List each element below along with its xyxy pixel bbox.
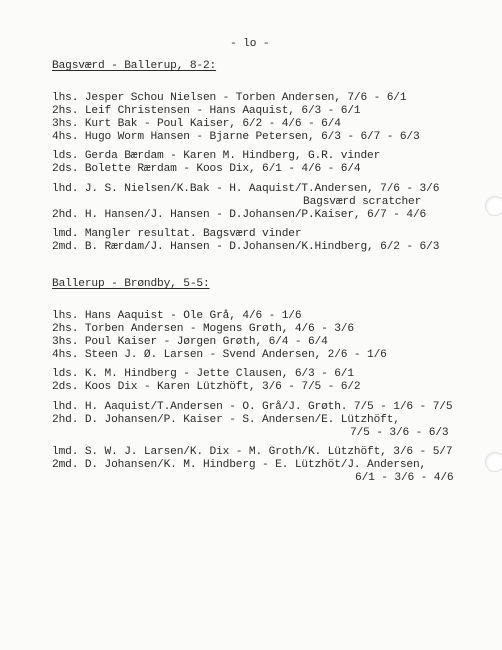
match-line: 2md. B. Rærdam/J. Hansen - D.Johansen/K.Hindberg, 6/2 - 6/3 [52, 241, 440, 253]
match-line: 2hd. D. Johansen/P. Kaiser - S. Andersen/E. Lützhöft, [52, 414, 400, 426]
match-line-continuation: 6/1 - 3/6 - 4/6 [355, 472, 454, 484]
match-line: 2hs. Torben Andersen - Mogens Grøth, 4/6 - 3/6 [52, 323, 354, 335]
match-line: lds. Gerda Bærdam - Karen M. Hindberg, G.R. vinder [52, 150, 381, 162]
match-line: lhs. Jesper Schou Nielsen - Torben Andersen, 7/6 - 6/1 [52, 92, 407, 104]
match-line: 2hs. Leif Christensen - Hans Aaquist, 6/3 - 6/1 [52, 105, 361, 117]
match-line: 4hs. Hugo Worm Hansen - Bjarne Petersen, 6/3 - 6/7 - 6/3 [52, 131, 420, 143]
match-line: lhs. Hans Aaquist - Ole Grå, 4/6 - 1/6 [52, 310, 302, 322]
section-heading-bagsvaerd-ballerup: Bagsværd - Ballerup, 8-2: [52, 60, 217, 72]
match-line: lds. K. M. Hindberg - Jette Clausen, 6/3 - 6/1 [52, 368, 354, 380]
match-line: 4hs. Steen J. Ø. Larsen - Svend Andersen, 2/6 - 1/6 [52, 349, 387, 361]
match-line: 2hd. H. Hansen/J. Hansen - D.Johansen/P.Kaiser, 6/7 - 4/6 [52, 209, 427, 221]
punch-hole [485, 196, 502, 216]
section-heading-ballerup-brondby: Ballerup - Brøndby, 5-5: [52, 278, 210, 290]
match-line: 2ds. Koos Dix - Karen Lützhöft, 3/6 - 7/5 - 6/2 [52, 381, 361, 393]
match-line: lhd. H. Aaquist/T.Andersen - O. Grå/J. Grøth. 7/5 - 1/6 - 7/5 [52, 401, 453, 413]
match-line: lmd. S. W. J. Larsen/K. Dix - M. Groth/K. Lützhöft, 3/6 - 5/7 [52, 446, 453, 458]
punch-hole [485, 452, 502, 472]
match-line: lhd. J. S. Nielsen/K.Bak - H. Aaquist/T.Andersen, 7/6 - 3/6 [52, 183, 440, 195]
match-line-continuation: 7/5 - 3/6 - 6/3 [350, 427, 449, 439]
match-line: lmd. Mangler resultat. Bagsværd vinder [52, 228, 302, 240]
match-line: 2md. D. Johansen/K. M. Hindberg - E. Lützhöt/J. Andersen, [52, 459, 427, 471]
match-line: 3hs. Poul Kaiser - Jørgen Grøth, 6/4 - 6/4 [52, 336, 328, 348]
match-line: 3hs. Kurt Bak - Poul Kaiser, 6/2 - 4/6 - 6/4 [52, 118, 341, 130]
match-line: 2ds. Bolette Rærdam - Koos Dix, 6/1 - 4/6 - 6/4 [52, 163, 361, 175]
match-line-continuation: Bagsværd scratcher [303, 196, 422, 208]
page-number: - lo - [230, 38, 270, 50]
